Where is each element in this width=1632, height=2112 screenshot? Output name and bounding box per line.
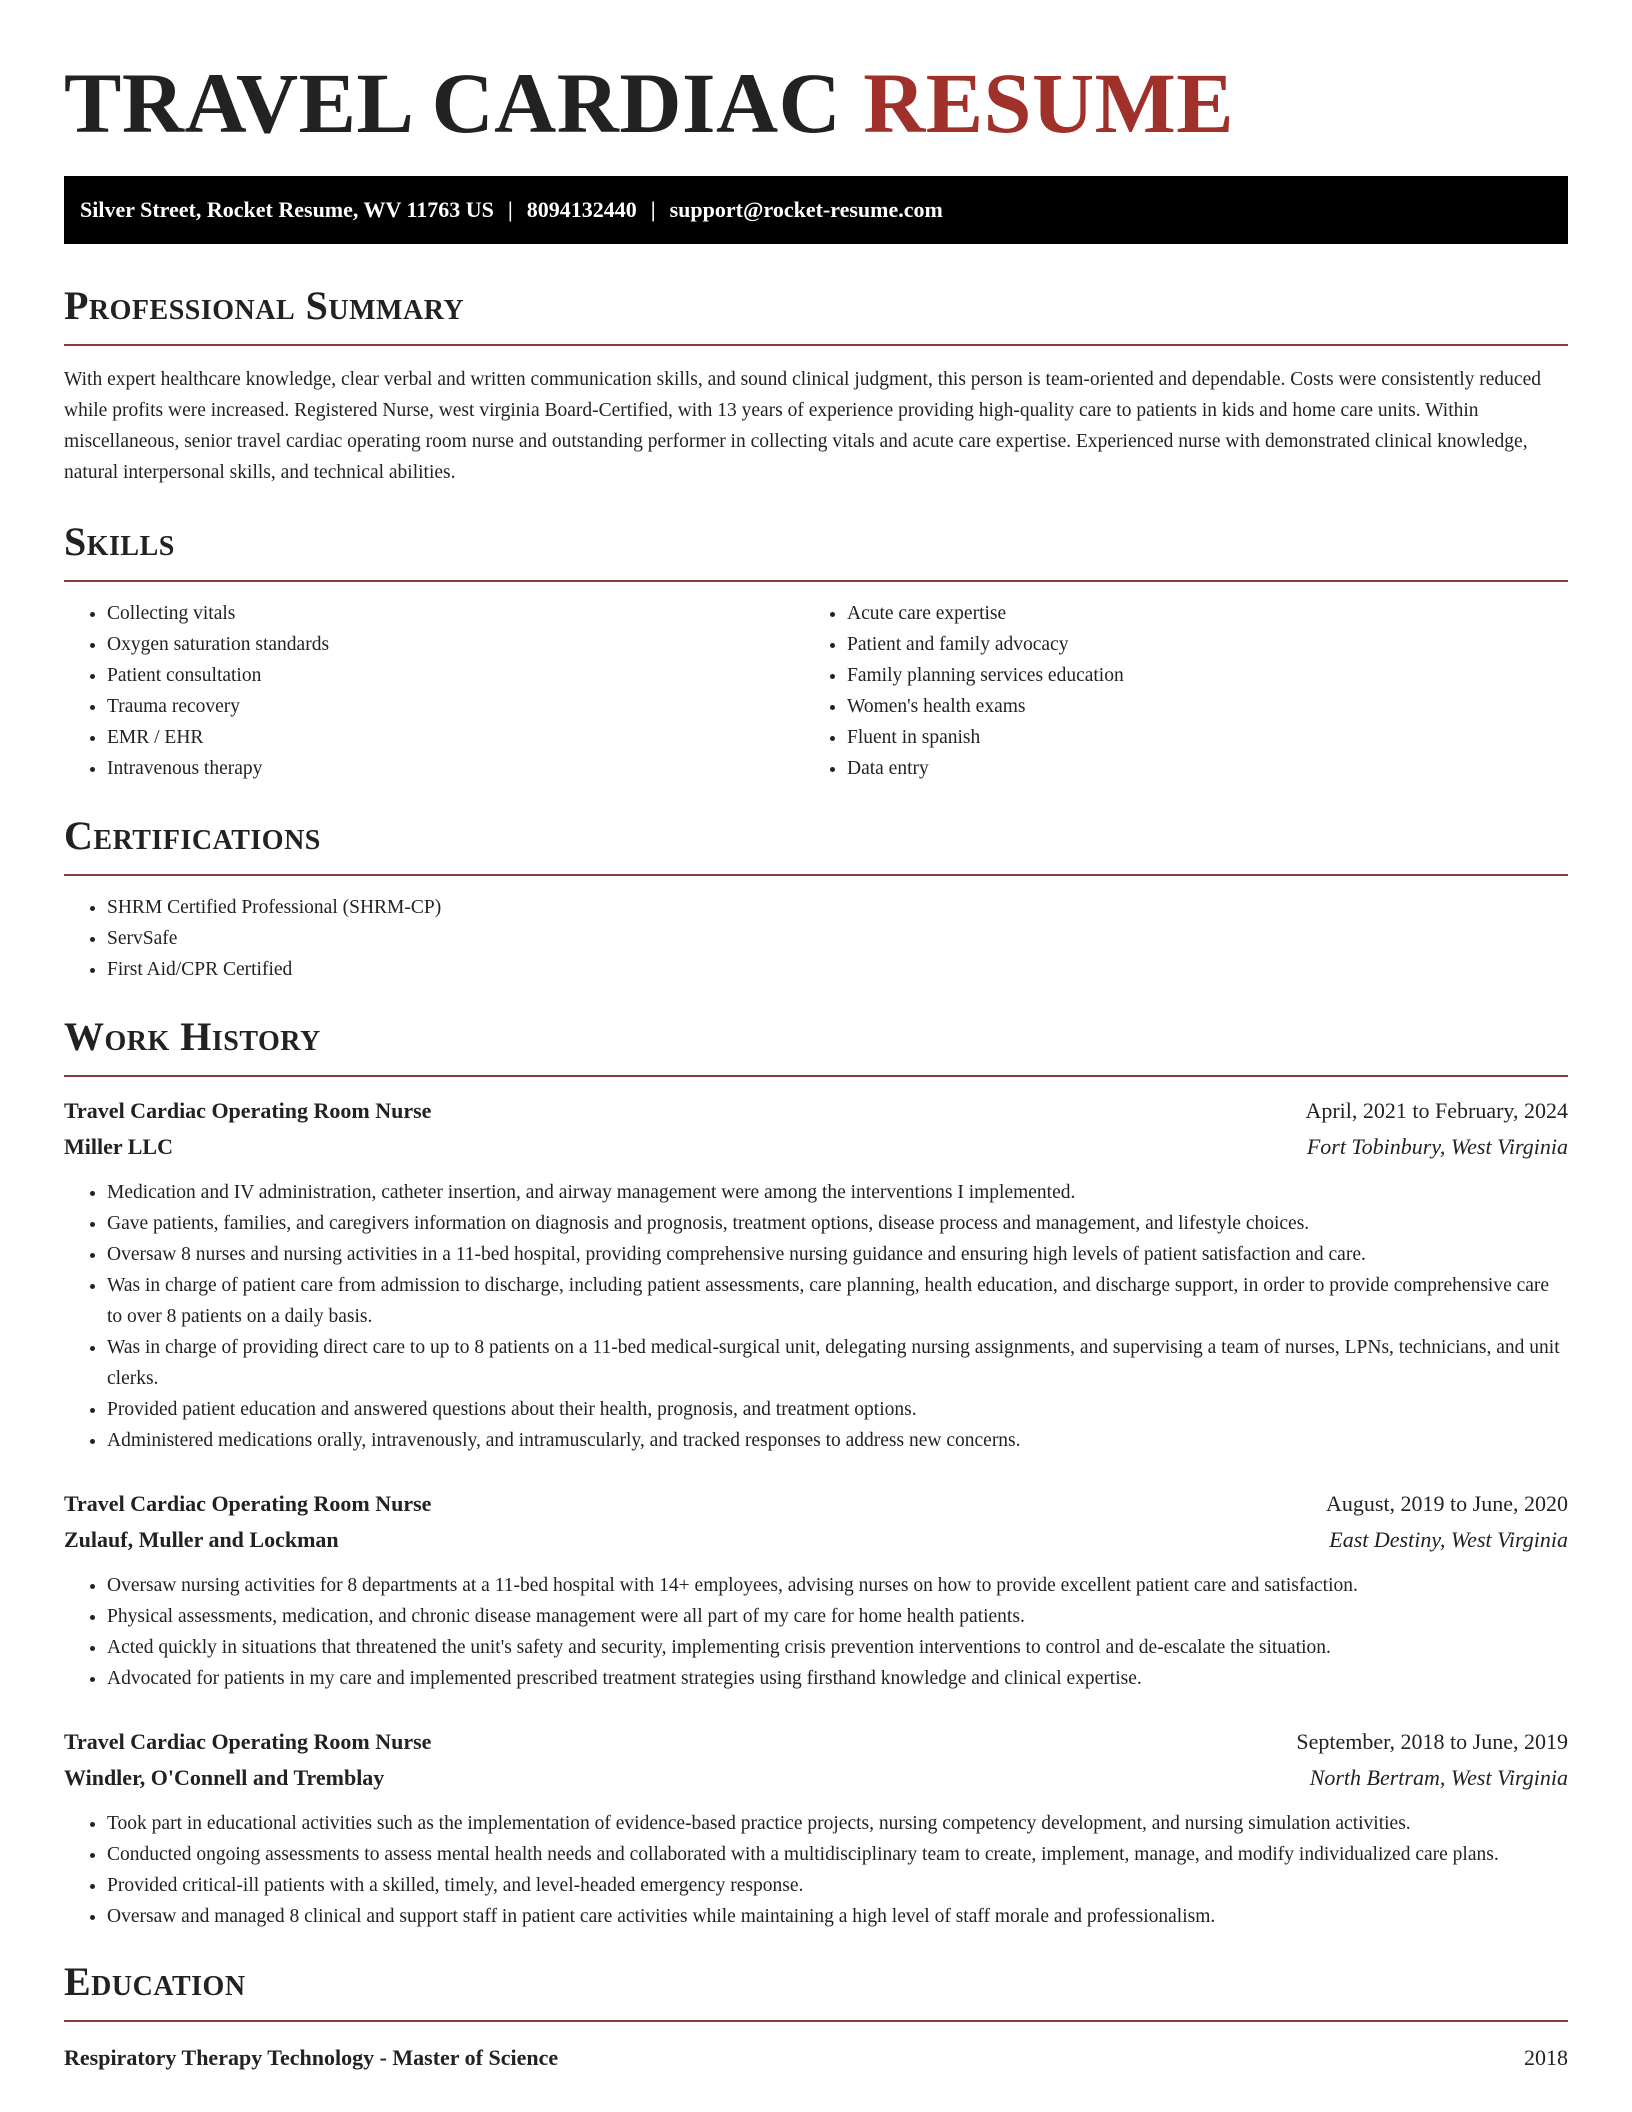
education-section: [64, 1958, 1568, 2076]
job-company: Zulauf, Muller and Lockman: [64, 1527, 339, 1552]
education-heading: Education: [64, 1959, 246, 2004]
section-divider: [64, 344, 1568, 346]
skill-item: • Trauma recovery: [107, 691, 804, 722]
resume-title: [64, 0, 1568, 176]
job-subheader: [64, 1760, 1568, 1796]
job-dates: April, 2021 to February, 2024: [1305, 1098, 1568, 1123]
job-duty: • Medication and IV administration, catheter insertion, and airway management were among the interventions I implemented.: [107, 1177, 1568, 1208]
job-duty: • Advocated for patients in my care and implemented prescribed treatment strategies using firsthand knowledge and clinical expertise.: [107, 1663, 1568, 1694]
section-divider: [64, 580, 1568, 582]
job-duty: • Oversaw and managed 8 clinical and support staff in patient care activities while maintaining a high level of staff morale and professionalism.: [107, 1901, 1568, 1932]
job-header: [64, 1486, 1568, 1522]
skill-item: • Fluent in spanish: [847, 722, 1544, 753]
skills-column-left: [64, 598, 804, 784]
work-history-section: [64, 1013, 1568, 1932]
contact-bar: [64, 176, 1568, 244]
job-dates: September, 2018 to June, 2019: [1296, 1729, 1568, 1754]
skill-item: • Family planning services education: [847, 660, 1544, 691]
skills-list-left: [64, 598, 804, 784]
summary-section: [64, 282, 1568, 488]
job-subheader: [64, 1129, 1568, 1165]
contact-separator: |: [507, 197, 513, 222]
job-duties-list: [64, 1570, 1568, 1694]
job-location: Fort Tobinbury, West Virginia: [1306, 1134, 1568, 1159]
section-divider: [64, 1075, 1568, 1077]
resume-page: [64, 0, 1568, 2076]
job-duty: • Oversaw nursing activities for 8 departments at a 11-bed hospital with 14+ employees, advising nurses on how to provide excellent patient care and satisfaction.: [107, 1570, 1568, 1601]
job-duty: • Gave patients, families, and caregivers information on diagnosis and prognosis, treatment options, disease process and management, and lifestyle choices.: [107, 1208, 1568, 1239]
skill-item: • Intravenous therapy: [107, 753, 804, 784]
job-location: East Destiny, West Virginia: [1329, 1527, 1568, 1552]
job-entry: [64, 1093, 1568, 1456]
job-duty: • Administered medications orally, intravenously, and intramuscularly, and tracked responses to address new concerns.: [107, 1425, 1568, 1456]
job-header: [64, 1724, 1568, 1760]
skill-item: • Collecting vitals: [107, 598, 804, 629]
skills-column-right: [804, 598, 1544, 784]
job-title: Travel Cardiac Operating Room Nurse: [64, 1491, 432, 1516]
contact-address: Silver Street, Rocket Resume, WV 11763 US: [80, 197, 494, 222]
section-divider: [64, 874, 1568, 876]
certification-item: • ServSafe: [107, 923, 1568, 954]
work-history-heading: Work History: [64, 1014, 321, 1059]
certification-item: • First Aid/CPR Certified: [107, 954, 1568, 985]
job-title: Travel Cardiac Operating Room Nurse: [64, 1729, 432, 1754]
job-duty: • Conducted ongoing assessments to assess mental health needs and collaborated with a multidisciplinary team to create, implement, manage, and modify individualized care plans.: [107, 1839, 1568, 1870]
job-company: Miller LLC: [64, 1134, 173, 1159]
certifications-list: [64, 892, 1568, 985]
skills-heading: Skills: [64, 519, 175, 564]
job-duty: • Took part in educational activities such as the implementation of evidence-based practice projects, nursing competency development, and nursing simulation activities.: [107, 1808, 1568, 1839]
skills-grid: [64, 598, 1568, 784]
summary-text: With expert healthcare knowledge, clear verbal and written communication skills, and sound clinical judgment, this person is team-oriented and dependable. Costs were consistently reduced while profits were increased. Registered Nurse, west virginia Board-Certified, with 13 years of experience providing high-quality care to patients in kids and home care units. Within miscellaneous, senior travel cardiac operating room nurse and outstanding performer in collecting vitals and acute care expertise. Experienced nurse with demonstrated clinical knowledge, natural interpersonal skills, and technical abilities.: [64, 369, 1541, 483]
job-duty: • Oversaw 8 nurses and nursing activities in a 11-bed hospital, providing comprehensive nursing guidance and ensuring high levels of patient satisfaction and care.: [107, 1239, 1568, 1270]
skill-item: • Data entry: [847, 753, 1544, 784]
job-location: North Bertram, West Virginia: [1309, 1765, 1568, 1790]
job-duties-list: [64, 1808, 1568, 1932]
job-dates: August, 2019 to June, 2020: [1326, 1491, 1568, 1516]
certifications-heading: Certifications: [64, 813, 321, 858]
contact-phone: 8094132440: [526, 197, 637, 222]
job-duty: • Was in charge of providing direct care to up to 8 patients on a 11-bed medical-surgical unit, delegating nursing assignments, and supervising a team of nurses, LPNs, technicians, and unit clerks.: [107, 1332, 1568, 1394]
job-duty: • Provided critical-ill patients with a skilled, timely, and level-headed emergency response.: [107, 1870, 1568, 1901]
job-header: [64, 1093, 1568, 1129]
skills-list-right: [804, 598, 1544, 784]
job-title: Travel Cardiac Operating Room Nurse: [64, 1098, 432, 1123]
contact-email[interactable]: support@rocket-resume.com: [669, 197, 943, 222]
job-duties-list: [64, 1177, 1568, 1456]
job-duty: • Provided patient education and answered questions about their health, prognosis, and treatment options.: [107, 1394, 1568, 1425]
skills-section: [64, 518, 1568, 784]
job-entry: [64, 1724, 1568, 1932]
certification-item: • SHRM Certified Professional (SHRM-CP): [107, 892, 1568, 923]
title-accent: RESUME: [863, 55, 1235, 151]
job-duty: • Was in charge of patient care from admission to discharge, including patient assessments, care planning, health education, and discharge support, in order to provide comprehensive care to over 8 patients on a daily basis.: [107, 1270, 1568, 1332]
section-divider: [64, 2020, 1568, 2022]
skill-item: • EMR / EHR: [107, 722, 804, 753]
job-duty: • Physical assessments, medication, and chronic disease management were all part of my care for home health patients.: [107, 1601, 1568, 1632]
skill-item: • Oxygen saturation standards: [107, 629, 804, 660]
skill-item: • Patient and family advocacy: [847, 629, 1544, 660]
certifications-section: [64, 812, 1568, 985]
contact-separator: |: [650, 197, 656, 222]
education-entry: [64, 2040, 1568, 2076]
skill-item: • Acute care expertise: [847, 598, 1544, 629]
job-subheader: [64, 1522, 1568, 1558]
education-year: 2018: [1524, 2045, 1568, 2070]
job-entry: [64, 1486, 1568, 1694]
skill-item: • Women's health exams: [847, 691, 1544, 722]
job-company: Windler, O'Connell and Tremblay: [64, 1765, 385, 1790]
summary-heading: Professional Summary: [64, 283, 465, 328]
education-degree: Respiratory Therapy Technology - Master of Science: [64, 2045, 559, 2070]
skill-item: • Patient consultation: [107, 660, 804, 691]
job-duty: • Acted quickly in situations that threatened the unit's safety and security, implementing crisis prevention interventions to control and de-escalate the situation.: [107, 1632, 1568, 1663]
title-main: TRAVEL CARDIAC: [64, 55, 842, 151]
